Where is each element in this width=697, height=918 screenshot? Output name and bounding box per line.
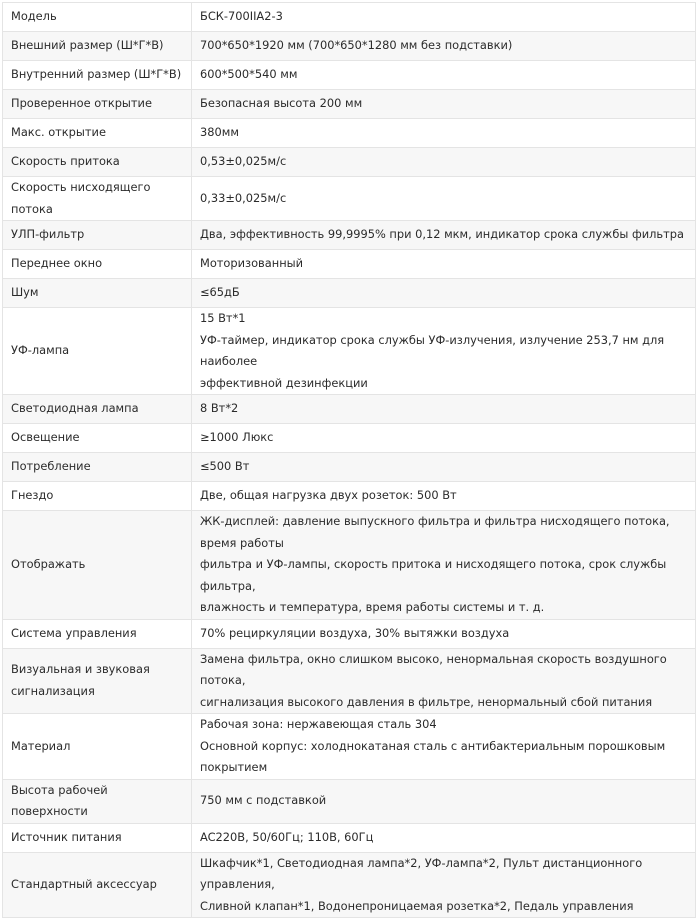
spec-value-cell: [192, 482, 696, 511]
table-row: [3, 619, 696, 648]
spec-label: Внутренний размер (Ш*Г*В): [11, 67, 182, 82]
spec-label-cell: [3, 3, 192, 32]
spec-value-line: фильтра и УФ-лампы, скорость притока и нисходящего потока, срок службы фильтра,: [200, 557, 667, 593]
spec-label: Стандартный аксессуар: [11, 877, 157, 891]
table-row: [3, 61, 696, 90]
spec-value-cell: [192, 148, 696, 177]
table-row: [3, 308, 696, 395]
table-row: [3, 119, 696, 148]
spec-label: Скорость притока: [11, 154, 120, 169]
table-row: [3, 90, 696, 119]
spec-label: Визуальная и звуковая сигнализация: [11, 662, 150, 698]
spec-label-cell: [3, 714, 192, 780]
spec-value-cell: [192, 119, 696, 148]
specifications-table: [2, 2, 696, 918]
spec-label-cell: [3, 61, 192, 90]
spec-value-cell: [192, 279, 696, 308]
table-row: [3, 221, 696, 250]
spec-label: Потребление: [11, 459, 91, 474]
specifications-table-body: [3, 3, 696, 918]
table-row: [3, 3, 696, 32]
spec-label: Модель: [11, 9, 57, 24]
spec-label: Отображать: [11, 557, 86, 571]
table-row: [3, 279, 696, 308]
spec-label: Светодиодная лампа: [11, 401, 139, 416]
spec-label: Шум: [11, 285, 39, 300]
spec-value-cell: [192, 221, 696, 250]
spec-label-cell: [3, 852, 192, 918]
spec-value-cell: [192, 714, 696, 780]
spec-value-line: 8 Вт*2: [200, 401, 239, 416]
table-row: [3, 852, 696, 918]
spec-value-line: AC220В, 50/60Гц; 110В, 60Гц: [200, 829, 374, 844]
spec-value-line: 700*650*1920 мм (700*650*1280 мм без подставки): [200, 38, 513, 53]
spec-value-line: УФ-таймер, индикатор срока службы УФ-излучения, излучение 253,7 нм для наиболее: [200, 332, 665, 368]
table-row: [3, 714, 696, 780]
spec-value-cell: [192, 648, 696, 714]
table-row: [3, 148, 696, 177]
spec-label: Проверенное открытие: [11, 96, 152, 111]
table-row: [3, 32, 696, 61]
spec-value-cell: [192, 424, 696, 453]
spec-value-line: 750 мм с подставкой: [200, 793, 327, 808]
spec-value-line: ≤500 Вт: [200, 459, 250, 474]
spec-label-cell: [3, 90, 192, 119]
spec-label-cell: [3, 308, 192, 395]
spec-value-line: эффективной дезинфекции: [200, 375, 368, 390]
spec-label: Источник питания: [11, 829, 122, 844]
spec-value-line: Два, эффективность 99,9995% при 0,12 мкм, индикатор срока службы фильтра: [200, 227, 684, 242]
spec-value-line: Замена фильтра, окно слишком высоко, ненормальная скорость воздушного потока,: [200, 651, 667, 687]
spec-value-cell: [192, 852, 696, 918]
spec-value-line: Основной корпус: холоднокатаная сталь с антибактериальным порошковым покрытием: [200, 738, 666, 774]
table-row: [3, 823, 696, 852]
spec-label: Скорость нисходящего потока: [11, 180, 151, 216]
spec-value-cell: [192, 453, 696, 482]
spec-value-line: Моторизованный: [200, 256, 304, 271]
spec-label: Макс. открытие: [11, 125, 106, 140]
spec-label: УЛП-фильтр: [11, 227, 85, 242]
table-row: [3, 250, 696, 279]
spec-value-cell: [192, 308, 696, 395]
table-row: [3, 779, 696, 823]
spec-label-cell: [3, 823, 192, 852]
table-row: [3, 424, 696, 453]
spec-value-line: 70% рециркуляции воздуха, 30% вытяжки воздуха: [200, 625, 510, 640]
spec-label-cell: [3, 511, 192, 620]
spec-label-cell: [3, 779, 192, 823]
spec-label: Внешний размер (Ш*Г*В): [11, 38, 164, 53]
spec-value-cell: [192, 90, 696, 119]
spec-label: УФ-лампа: [11, 343, 70, 358]
spec-label-cell: [3, 482, 192, 511]
spec-label: Переднее окно: [11, 256, 103, 271]
spec-value-line: ЖК-дисплей: давление выпускного фильтра и фильтра нисходящего потока, время работы: [200, 514, 670, 550]
spec-value-line: Шкафчик*1, Светодиодная лампа*2, УФ-лампа*2, Пульт дистанционного управления,: [200, 855, 643, 891]
spec-value-line: 380мм: [200, 125, 239, 140]
spec-value-line: 0,33±0,025м/с: [200, 190, 287, 205]
spec-label-cell: [3, 619, 192, 648]
spec-value-line: Две, общая нагрузка двух розеток: 500 Вт: [200, 488, 457, 503]
spec-label-cell: [3, 395, 192, 424]
spec-value-cell: [192, 619, 696, 648]
spec-value-cell: [192, 779, 696, 823]
spec-value-line: Сливной клапан*1, Водонепроницаемая розетка*2, Педаль управления: [200, 898, 634, 913]
spec-label-cell: [3, 424, 192, 453]
spec-value-cell: [192, 395, 696, 424]
spec-label: Гнездо: [11, 488, 54, 503]
spec-label-cell: [3, 177, 192, 221]
spec-value-line: ≥1000 Люкс: [200, 430, 274, 445]
table-row: [3, 648, 696, 714]
spec-label: Высота рабочей поверхности: [11, 782, 108, 818]
spec-value-cell: [192, 3, 696, 32]
spec-value-line: 15 Вт*1: [200, 311, 246, 325]
spec-label-cell: [3, 119, 192, 148]
table-row: [3, 177, 696, 221]
spec-value-line: Рабочая зона: нержавеющая сталь 304: [200, 717, 437, 731]
spec-value-line: сигнализация высокого давления в фильтре, ненормальный сбой питания: [200, 694, 653, 709]
spec-value-line: Безопасная высота 200 мм: [200, 96, 363, 111]
spec-label-cell: [3, 250, 192, 279]
table-row: [3, 395, 696, 424]
spec-value-line: 600*500*540 мм: [200, 67, 298, 82]
spec-value-line: БСК-700IIA2-3: [200, 9, 283, 24]
spec-label-cell: [3, 32, 192, 61]
spec-value-line: влажность и температура, время работы системы и т. д.: [200, 600, 545, 614]
spec-value-line: 0,53±0,025м/с: [200, 154, 287, 169]
spec-value-cell: [192, 61, 696, 90]
spec-label-cell: [3, 648, 192, 714]
spec-value-line: ≤65дБ: [200, 285, 240, 300]
table-row: [3, 482, 696, 511]
spec-label-cell: [3, 453, 192, 482]
spec-value-cell: [192, 250, 696, 279]
spec-label: Система управления: [11, 625, 137, 640]
spec-label-cell: [3, 221, 192, 250]
spec-label-cell: [3, 148, 192, 177]
spec-value-cell: [192, 177, 696, 221]
spec-label: Освещение: [11, 430, 80, 445]
table-row: [3, 453, 696, 482]
spec-label: Материал: [11, 738, 71, 753]
spec-value-cell: [192, 823, 696, 852]
table-row: [3, 511, 696, 620]
spec-label-cell: [3, 279, 192, 308]
spec-value-cell: [192, 511, 696, 620]
spec-value-cell: [192, 32, 696, 61]
